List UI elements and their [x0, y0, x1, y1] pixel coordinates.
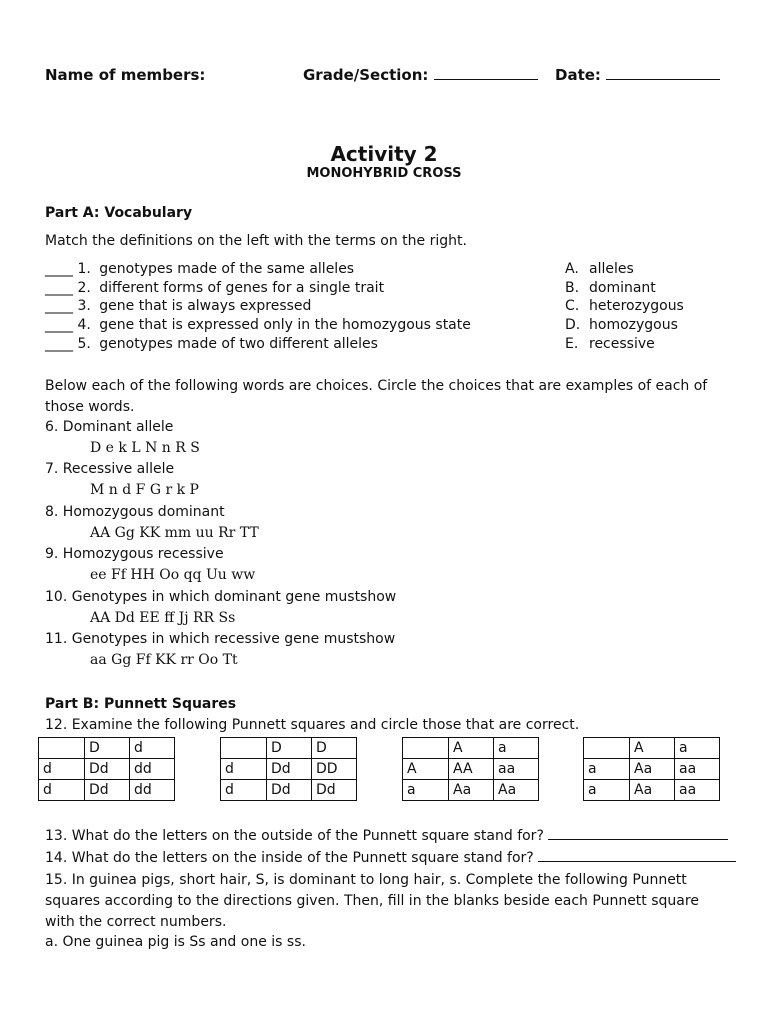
offspring-genotype: aa	[675, 780, 720, 801]
answer-blank[interactable]	[538, 848, 736, 862]
answer-blank[interactable]: ____	[45, 298, 73, 314]
date-text: Date:	[555, 66, 601, 84]
question-15a: a. One guinea pig is Ss and one is ss.	[45, 934, 306, 950]
parent-allele: d	[221, 759, 267, 780]
question-label: 6. Dominant allele	[45, 419, 174, 435]
term-item	[565, 336, 655, 352]
term-item	[565, 261, 634, 277]
offspring-genotype: Aa	[494, 780, 539, 801]
grade-section-blank[interactable]	[434, 66, 538, 80]
grade-section-label	[303, 66, 538, 84]
offspring-genotype: Dd	[267, 759, 312, 780]
term-text: homozygous	[589, 317, 678, 333]
choice-options[interactable]: AA Gg KK mm uu Rr TT	[90, 525, 259, 541]
members-label: Name of members:	[45, 66, 206, 84]
parent-allele: d	[39, 759, 85, 780]
parent-allele: a	[584, 759, 630, 780]
parent-allele: a	[675, 738, 720, 759]
punnett-square-3[interactable]	[402, 737, 539, 801]
grade-section-text: Grade/Section:	[303, 66, 429, 84]
item-number: 5.	[77, 336, 91, 352]
punnett-square-2[interactable]	[220, 737, 357, 801]
parent-allele: A	[449, 738, 494, 759]
parent-allele: d	[130, 738, 175, 759]
part-b-heading: Part B: Punnett Squares	[45, 696, 237, 712]
parent-allele: a	[494, 738, 539, 759]
offspring-genotype: Dd	[85, 759, 130, 780]
question-label: 7. Recessive allele	[45, 461, 175, 477]
date-label	[555, 66, 720, 84]
question-label: 9. Homozygous recessive	[45, 546, 224, 562]
punnett-square-4[interactable]	[583, 737, 720, 801]
list-item	[45, 298, 311, 314]
term-letter: A.	[565, 261, 579, 277]
choices-instruction: Below each of the following words are choices. Circle the choices that are examples of each of those words.	[45, 378, 708, 415]
offspring-genotype: aa	[494, 759, 539, 780]
answer-blank[interactable]: ____	[45, 261, 73, 277]
offspring-genotype: aa	[675, 759, 720, 780]
offspring-genotype: DD	[312, 759, 357, 780]
answer-blank[interactable]: ____	[45, 336, 73, 352]
definition-text: genotypes made of two different alleles	[99, 336, 378, 352]
definition-text: gene that is always expressed	[99, 298, 312, 314]
punnett-square-1[interactable]	[38, 737, 175, 801]
term-item	[565, 317, 678, 333]
definition-text: gene that is expressed only in the homozygous state	[99, 317, 471, 333]
offspring-genotype: Dd	[267, 780, 312, 801]
parent-allele: A	[630, 738, 675, 759]
item-number: 4.	[77, 317, 91, 333]
list-item	[45, 280, 384, 296]
offspring-genotype: dd	[130, 759, 175, 780]
parent-allele: D	[85, 738, 130, 759]
term-letter: D.	[565, 317, 581, 333]
list-item	[45, 336, 378, 352]
answer-blank[interactable]: ____	[45, 317, 73, 333]
question-12: 12. Examine the following Punnett squares and circle those that are correct.	[45, 717, 580, 733]
question-label: 8. Homozygous dominant	[45, 504, 225, 520]
parent-allele: d	[39, 780, 85, 801]
term-text: alleles	[589, 261, 634, 277]
question-13-text: 13. What do the letters on the outside of the Punnett square stand for?	[45, 828, 544, 844]
parent-allele: d	[221, 780, 267, 801]
choice-options[interactable]: AA Dd EE ff Jj RR Ss	[90, 610, 236, 626]
term-letter: C.	[565, 298, 580, 314]
parent-allele: a	[584, 780, 630, 801]
parent-allele: a	[403, 780, 449, 801]
offspring-genotype: Dd	[85, 780, 130, 801]
term-letter: E.	[565, 336, 579, 352]
term-item	[565, 298, 684, 314]
parent-allele: D	[312, 738, 357, 759]
answer-blank[interactable]	[548, 826, 728, 840]
question-14-text: 14. What do the letters on the inside of the Punnett square stand for?	[45, 850, 534, 866]
choice-options[interactable]: aa Gg Ff KK rr Oo Tt	[90, 652, 238, 668]
term-text: heterozygous	[589, 298, 684, 314]
term-letter: B.	[565, 280, 580, 296]
parent-allele: D	[267, 738, 312, 759]
part-a-heading: Part A: Vocabulary	[45, 205, 193, 221]
list-item	[45, 317, 471, 333]
term-item	[565, 280, 656, 296]
item-number: 3.	[77, 298, 91, 314]
question-13	[45, 826, 728, 844]
offspring-genotype: Dd	[312, 780, 357, 801]
offspring-genotype: AA	[449, 759, 494, 780]
question-label: 10. Genotypes in which dominant gene mustshow	[45, 589, 397, 605]
term-text: dominant	[589, 280, 656, 296]
offspring-genotype: Aa	[449, 780, 494, 801]
item-number: 1.	[77, 261, 91, 277]
date-blank[interactable]	[606, 66, 720, 80]
activity-title: Activity 2	[330, 142, 438, 166]
choice-options[interactable]: M n d F G r k P	[90, 482, 199, 498]
offspring-genotype: Aa	[630, 759, 675, 780]
offspring-genotype: dd	[130, 780, 175, 801]
choice-options[interactable]: D e k L N n R S	[90, 440, 200, 456]
offspring-genotype: Aa	[630, 780, 675, 801]
definition-text: genotypes made of the same alleles	[99, 261, 355, 277]
part-a-instructions: Match the definitions on the left with the terms on the right.	[45, 233, 467, 249]
choice-options[interactable]: ee Ff HH Oo qq Uu ww	[90, 567, 256, 583]
question-label: 11. Genotypes in which recessive gene mustshow	[45, 631, 396, 647]
list-item	[45, 261, 354, 277]
activity-subtitle: MONOHYBRID CROSS	[306, 166, 462, 181]
term-text: recessive	[589, 336, 655, 352]
question-15: 15. In guinea pigs, short hair, S, is dominant to long hair, s. Complete the following Punnett squares according to the directions given. Then, fill in the blanks beside each Punnett square with the correct numbers.	[45, 872, 699, 930]
question-14	[45, 848, 736, 866]
item-number: 2.	[77, 280, 91, 296]
parent-allele: A	[403, 759, 449, 780]
definition-text: different forms of genes for a single trait	[99, 280, 385, 296]
answer-blank[interactable]: ____	[45, 280, 73, 296]
